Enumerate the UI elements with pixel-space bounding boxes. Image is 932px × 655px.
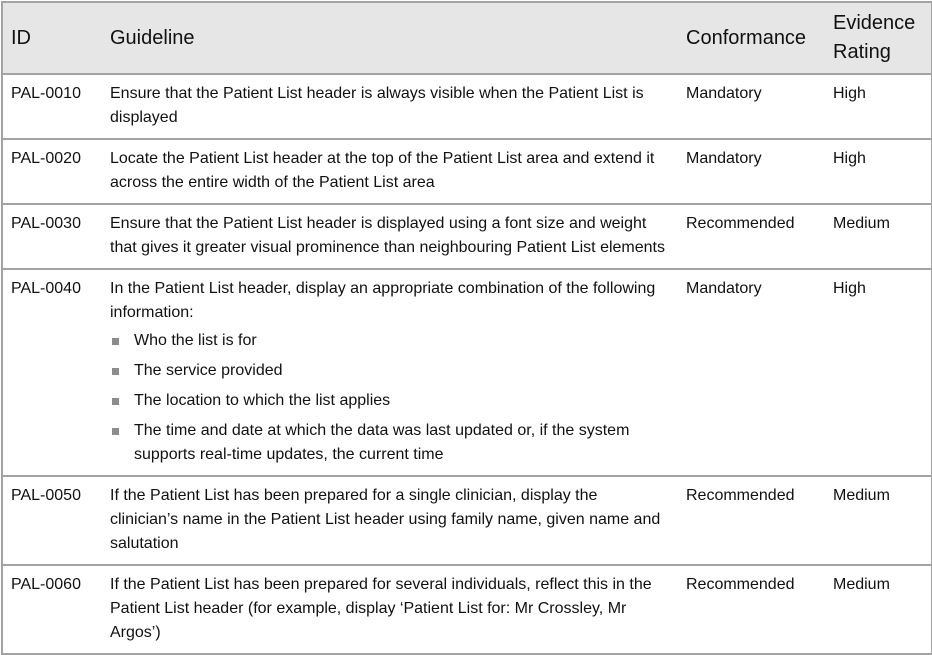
row-evidence-rating: Medium	[825, 476, 932, 565]
row-id: PAL-0040	[2, 269, 102, 476]
row-conformance: Recommended	[678, 476, 825, 565]
row-id: PAL-0060	[2, 565, 102, 654]
row-id: PAL-0030	[2, 204, 102, 269]
table-header	[2, 2, 932, 74]
row-evidence-rating: High	[825, 269, 932, 476]
table-body	[2, 74, 932, 654]
bullet-text: The time and date at which the data was last updated or, if the system supports real-time updates, the current time	[134, 422, 630, 463]
bullet-item	[110, 419, 670, 467]
row-guideline: If the Patient List has been prepared for a single clinician, display the clinician’s name in the Patient List header using family name, given name and salutation	[102, 476, 678, 565]
bullet-item	[110, 389, 670, 413]
row-conformance: Mandatory	[678, 74, 825, 139]
row-conformance: Recommended	[678, 204, 825, 269]
row-guideline: In the Patient List header, display an appropriate combination of the following information:	[110, 280, 656, 321]
row-evidence-rating: Medium	[825, 565, 932, 654]
table-row	[2, 204, 932, 269]
square-bullet-icon	[112, 368, 119, 375]
bullet-text: Who the list is for	[134, 332, 257, 349]
header-id: ID	[2, 2, 102, 74]
header-row	[2, 2, 932, 74]
row-guideline: Locate the Patient List header at the top of the Patient List area and extend it across the entire width of the Patient List area	[102, 139, 678, 204]
row-conformance: Mandatory	[678, 139, 825, 204]
row-evidence-rating: Medium	[825, 204, 932, 269]
row-guideline-cell	[102, 269, 678, 476]
table-row	[2, 74, 932, 139]
bullet-item	[110, 359, 670, 383]
square-bullet-icon	[112, 398, 119, 405]
header-conformance: Conformance	[678, 2, 825, 74]
table-row	[2, 139, 932, 204]
row-guideline: Ensure that the Patient List header is always visible when the Patient List is displayed	[102, 74, 678, 139]
row-evidence-rating: High	[825, 74, 932, 139]
row-id: PAL-0050	[2, 476, 102, 565]
table-row	[2, 565, 932, 654]
row-id: PAL-0020	[2, 139, 102, 204]
row-guideline: Ensure that the Patient List header is displayed using a font size and weight that gives it greater visual prominence than neighbouring Patient List elements	[102, 204, 678, 269]
bullet-item	[110, 329, 670, 353]
row-guideline: If the Patient List has been prepared for several individuals, reflect this in the Patient List header (for example, display ‘Patient List for: Mr Crossley, Mr Argos’)	[102, 565, 678, 654]
row-conformance: Recommended	[678, 565, 825, 654]
header-evidence-rating: Evidence Rating	[825, 2, 932, 74]
bullet-text: The location to which the list applies	[134, 392, 391, 409]
square-bullet-icon	[112, 428, 119, 435]
row-id: PAL-0010	[2, 74, 102, 139]
row-evidence-rating: High	[825, 139, 932, 204]
header-guideline: Guideline	[102, 2, 678, 74]
table-row	[2, 269, 932, 476]
bullet-list	[110, 329, 670, 467]
guidelines-table	[1, 1, 932, 655]
square-bullet-icon	[112, 338, 119, 345]
bullet-text: The service provided	[134, 362, 283, 379]
row-conformance: Mandatory	[678, 269, 825, 476]
table-row	[2, 476, 932, 565]
